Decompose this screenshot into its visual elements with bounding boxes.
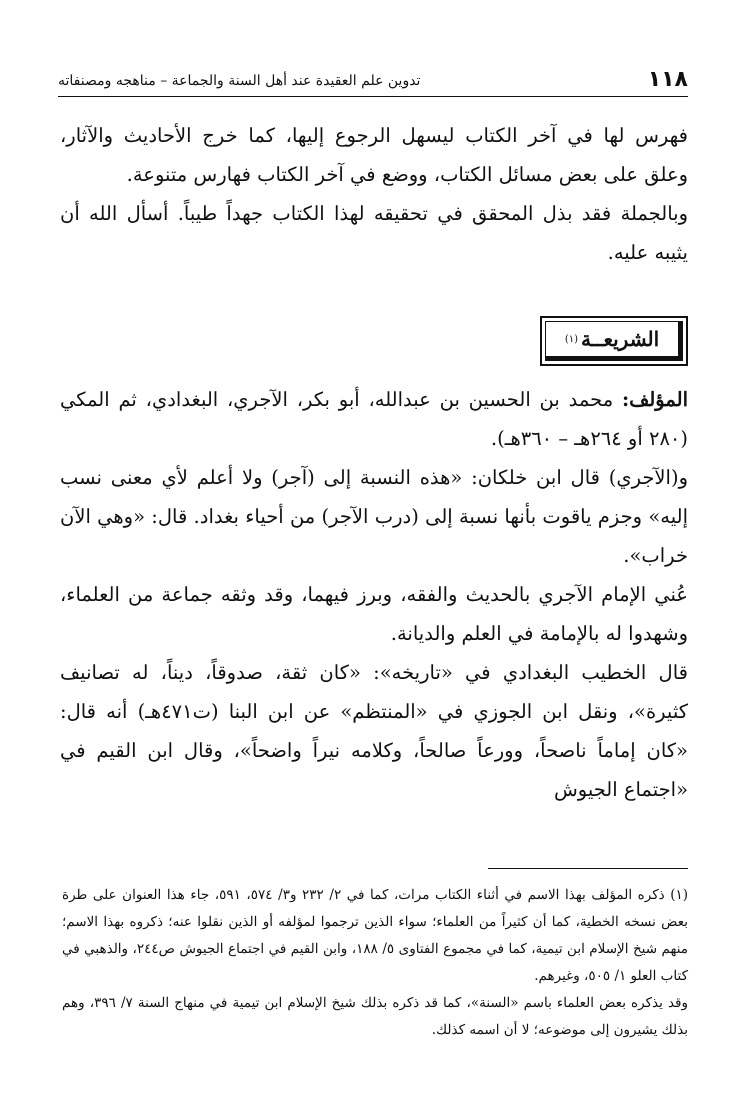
footnote: (١) ذكره المؤلف بهذا الاسم في أثناء الكتاب مرات، كما في ٢/ ٢٣٢ و٣/ ٥٧٤، ٥٩١، جاء هذا العنوان على طرة بعض نسخه الخطية، كما أن كثيراً من العلماء؛ سواء الذين ترجموا لمؤلفه أو الذين نقلوا عنه؛ ذكروه بهذا الاسم؛ منهم شيخ الإسلام ابن تيمية، كما في مجموع الفتاوى ٥/ ١٨٨، وابن القيم في اجتماع الجيوش ص٢٤٤، والذهبي في كتاب العلو ١/ ٥٠٥، وغيرهم. [62, 887, 689, 984]
footnote-separator [488, 868, 688, 869]
page-number: ١١٨ [647, 67, 688, 92]
footnotes [62, 882, 688, 1044]
footnote: وقد يذكره بعض العلماء باسم «السنة»، كما قد ذكره بذلك شيخ الإسلام ابن تيمية في منهاج السنة ٧/ ٣٩٦، وهم بذلك يشيرون إلى موضوعه؛ لا أن اسمه كذلك. [62, 995, 689, 1038]
intro-text [60, 116, 688, 272]
section-heading [545, 321, 683, 361]
paragraph: فهرس لها في آخر الكتاب ليسهل الرجوع إليها، كما خرج الأحاديث والآثار، وعلق على بعض مسائل الكتاب، ووضع في آخر الكتاب فهارس متنوعة. [60, 124, 688, 186]
paragraph: وبالجملة فقد بذل المحقق في تحقيقه لهذا الكتاب جهداً طيباً. أسأل الله أن يثيبه عليه. [60, 202, 688, 264]
paragraph: قال الخطيب البغدادي في «تاريخه»: «كان ثقة، صدوقاً، ديناً، له تصانيف كثيرة»، ونقل ابن الجوزي في «المنتظم» عن ابن البنا (ت٤٧١هـ) أنه قال: «كان إماماً ناصحاً، وورعاً صالحاً، وكلامه نيراً واضحاً»، وقال ابن القيم في «اجتماع الجيوش [60, 661, 688, 801]
author-text: محمد بن الحسين بن عبدالله، أبو بكر، الآجري، البغدادي، ثم المكي (٢٨٠ أو ٢٦٤هـ – ٣٦٠هـ). [60, 388, 688, 450]
author-entry [60, 380, 688, 458]
paragraph: عُني الإمام الآجري بالحديث والفقه، وبرز فيهما، وقد وثقه جماعة من العلماء، وشهدوا له بالإمامة في العلم والديانة. [60, 583, 689, 645]
footnote-ref: (١) [564, 333, 578, 345]
main-text [60, 380, 688, 809]
section-heading-frame [540, 316, 688, 366]
running-header [58, 66, 688, 97]
author-label: المؤلف: [621, 388, 688, 411]
section-title: الشريعــة [581, 327, 660, 351]
running-title: تدوين علم العقيدة عند أهل السنة والجماعة – مناهجه ومصنفاته [58, 73, 421, 89]
paragraph: و(الآجري) قال ابن خلكان: «هذه النسبة إلى (آجر) ولا أعلم لأي معنى نسب إليه» وجزم ياقوت بأنها نسبة إلى (درب الآجر) من أحياء بغداد. قال: «وهي الآن خراب». [60, 466, 688, 567]
